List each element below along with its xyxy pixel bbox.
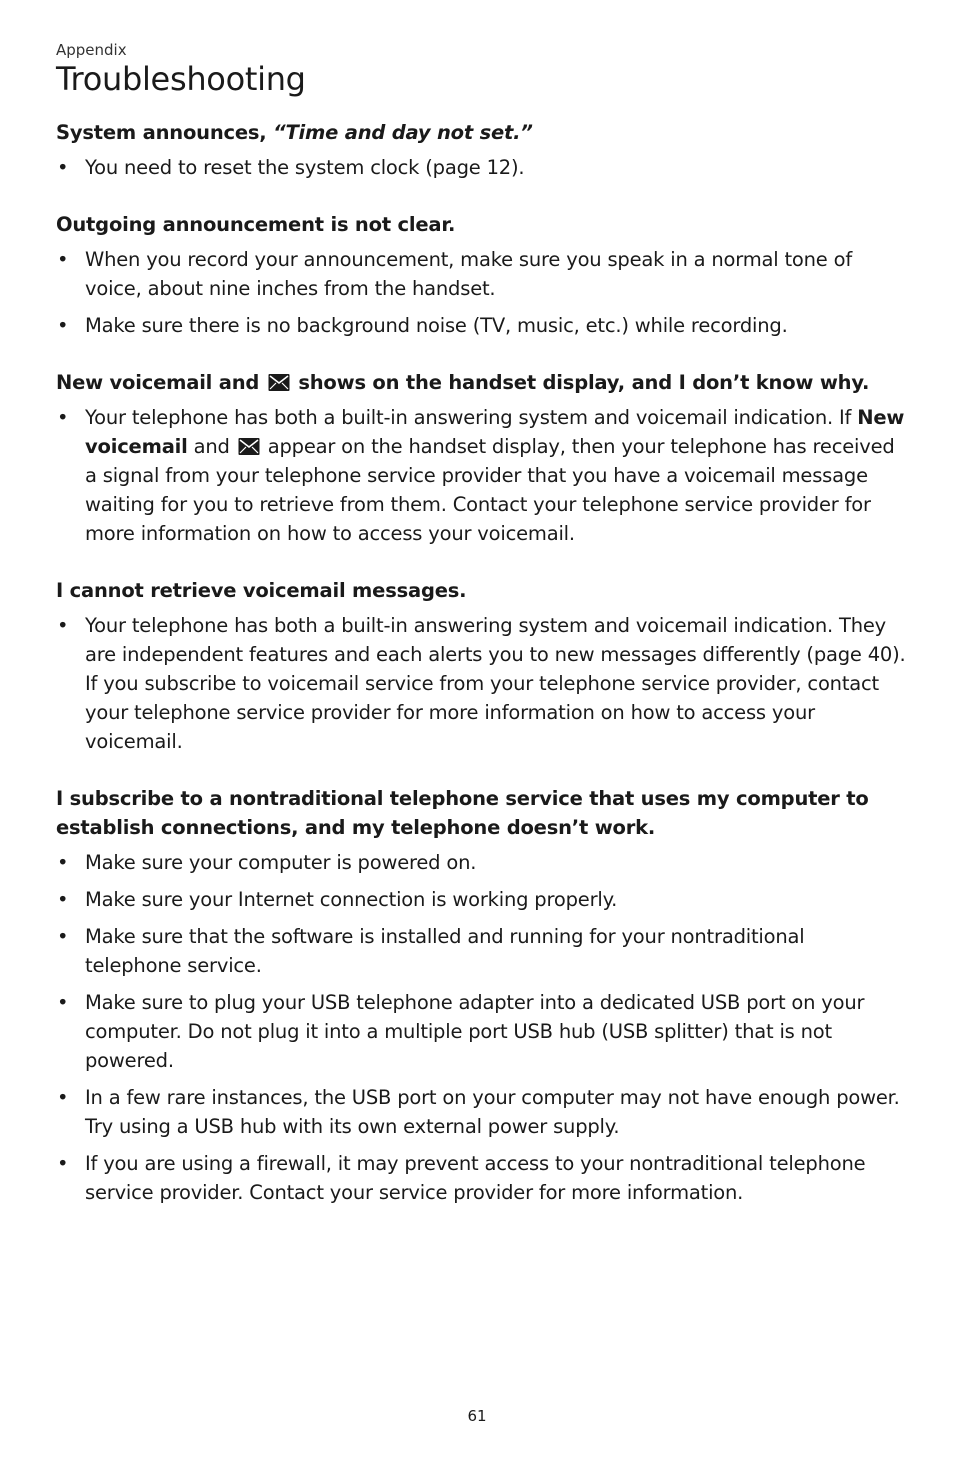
bullet-list xyxy=(56,848,906,1207)
list-item: • You need to reset the system clock (page 12). xyxy=(56,153,906,182)
bullet-list xyxy=(56,153,906,182)
section-heading xyxy=(56,118,906,147)
section-heading xyxy=(56,368,906,397)
section-heading: Outgoing announcement is not clear. xyxy=(56,213,456,236)
bullet-list xyxy=(56,245,906,340)
section-heading: I cannot retrieve voicemail messages. xyxy=(56,579,467,602)
heading-post: shows on the handset display, and I don’t know why. xyxy=(291,371,870,394)
new-voicemail-label: New voicemail xyxy=(85,406,905,458)
page-title: Troubleshooting xyxy=(56,60,306,98)
item-text-mid: and xyxy=(187,435,236,458)
troubleshooting-content xyxy=(56,118,906,1235)
page-number: 61 xyxy=(467,1407,487,1425)
section-nontraditional-service xyxy=(56,784,906,1207)
bullet-list xyxy=(56,611,906,756)
bullet-list xyxy=(56,403,906,548)
list-item: • Make sure your Internet connection is working properly. xyxy=(56,885,906,914)
item-text-pre: Your telephone has both a built-in answering system and voicemail indication. If xyxy=(85,406,858,429)
list-item: • Make sure your computer is powered on. xyxy=(56,848,906,877)
heading-pre: New voicemail and xyxy=(56,371,266,394)
section-announcement-not-clear xyxy=(56,210,906,340)
list-item: • In a few rare instances, the USB port on your computer may not have enough power. Try using a USB hub with its own external power supply. xyxy=(56,1083,906,1141)
heading-prefix: System announces, xyxy=(56,121,274,144)
voicemail-envelope-icon xyxy=(268,373,290,392)
list-item: • If you are using a firewall, it may prevent access to your nontraditional telephone service provider. Contact your service provider for more information. xyxy=(56,1149,906,1207)
voicemail-envelope-icon xyxy=(238,437,260,456)
heading-quote: “Time and day not set.” xyxy=(273,121,533,144)
section-time-not-set xyxy=(56,118,906,182)
list-item: • When you record your announcement, make sure you speak in a normal tone of voice, about nine inches from the handset. xyxy=(56,245,906,303)
list-item: • Make sure there is no background noise (TV, music, etc.) while recording. xyxy=(56,311,906,340)
list-item xyxy=(56,403,906,548)
section-new-voicemail xyxy=(56,368,906,548)
section-heading: I subscribe to a nontraditional telephone service that uses my computer to establish connections, and my telephone doesn’t work. xyxy=(56,787,869,839)
breadcrumb: Appendix xyxy=(56,41,127,59)
list-item: • Your telephone has both a built-in answering system and voicemail indication. They are independent features and each alerts you to new messages differently (page 40). If you subscribe to voicemail service from your telephone service provider, contact your telephone service provider for more information on how to access your voicemail. xyxy=(56,611,906,756)
list-item: • Make sure that the software is installed and running for your nontraditional telephone service. xyxy=(56,922,906,980)
list-item: • Make sure to plug your USB telephone adapter into a dedicated USB port on your computer. Do not plug it into a multiple port USB hub (USB splitter) that is not powered. xyxy=(56,988,906,1075)
section-cannot-retrieve xyxy=(56,576,906,756)
item-text-post: appear on the handset display, then your telephone has received a signal from your telephone service provider that you have a voicemail message waiting for you to retrieve from them. Contact your telephone service provider for more information on how to access your voicemail. xyxy=(85,435,895,545)
